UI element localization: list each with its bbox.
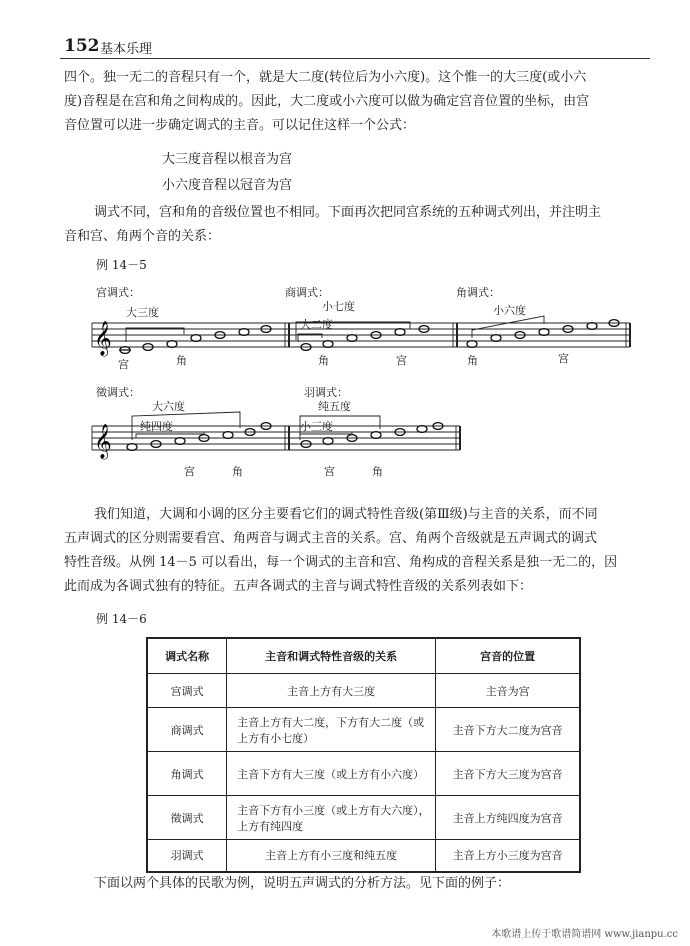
watermark: 本歌谱上传于歌谱简谱网 www.jianpu.cc [491,929,678,940]
note [175,438,185,445]
mode-cell: 羽调式 [147,840,227,872]
note [323,438,333,445]
mode-cell: 徵调式 [147,796,227,840]
degree-label: 角 [232,465,243,478]
treble-clef-icon: 𝄞 [94,424,112,459]
formula-1: 大三度音程以根音为宫 [162,152,293,167]
note [323,341,333,348]
table-header: 宫音的位置 [436,638,580,674]
text-line: 特性音级。从例 14－5 可以看出，每一个调式的主音和宫、角构成的音程关系是独一无二的，因 [64,555,618,570]
mode-name: 角调式： [456,286,500,299]
table-row [147,708,580,752]
gong-cell: 主音下方大二度为宫音 [436,708,580,752]
gong-cell: 主音上方小三度为宫音 [436,840,580,872]
note [491,335,501,342]
text-line: 调式不同，宫和角的音级位置也不相同。下面再次把同宫系统的五种调式列出，并注明主 [94,205,602,220]
degree-label: 角 [372,465,383,478]
page-number: 152 [64,36,100,56]
table-row [147,674,580,708]
paragraph-1 [64,66,654,138]
relation-cell: 主音下方有小三度（或上方有大六度），上方有纯四度 [227,796,436,840]
paragraph-4: 下面以两个具体的民歌为例，说明五声调式的分析方法。见下面的例子： [94,876,511,891]
degree-label: 宫 [396,354,407,367]
interval-label: 纯四度 [140,420,173,433]
relation-cell: 主音下方有大三度（或上方有小六度） [227,752,436,796]
interval-label: 小七度 [322,300,355,313]
text-line: 四个。独一无二的音程只有一个，就是大二度(转位后为小六度)。这个惟一的大三度(或小六 [64,70,587,85]
note [191,335,201,342]
note [347,335,357,342]
gong-cell: 主音为宫 [436,674,580,708]
interval-label: 大三度 [126,306,159,319]
mode-relation-table [146,637,581,873]
book-title: 基本乐理 [100,42,153,57]
gong-cell: 主音下方大三度为宫音 [436,752,580,796]
mode-name: 徵调式： [96,386,140,399]
table-row [147,796,580,840]
mode-name: 宫调式： [96,286,140,299]
table-row [147,752,580,796]
text-line: 音位置可以进一步确定调式的主音。可以记住这样一个公式： [64,118,416,133]
text-line: 此而成为各调式独有的特征。五声各调式的主音与调式特性音级的关系列表如下： [64,579,533,594]
interval-label: 纯五度 [318,400,351,413]
table-header-row [147,638,580,674]
note [395,329,405,336]
note [223,432,233,439]
table-header: 主音和调式特性音级的关系 [227,638,436,674]
relation-cell: 主音上方有大三度 [227,674,436,708]
mode-cell: 角调式 [147,752,227,796]
relation-cell: 主音上方有小三度和纯五度 [227,840,436,872]
note [127,444,137,451]
treble-clef-icon: 𝄞 [94,321,112,356]
note [587,323,597,330]
degree-label: 角 [176,354,187,367]
degree-label: 角 [318,354,329,367]
text-line: 五声调式的区分则需要看宫、角两音与调式主音的关系。宫、角两个音级就是五声调式的调式 [64,531,598,546]
degree-label: 宫 [118,358,129,371]
example-label-1: 例 14－5 [96,258,147,272]
note [467,341,477,348]
example-label-2: 例 14－6 [96,612,147,626]
mode-name: 商调式： [285,286,329,299]
interval-label: 大六度 [152,400,185,413]
note [539,329,549,336]
degree-label: 角 [467,354,478,367]
table-row [147,840,580,872]
note [167,341,177,348]
note [239,329,249,336]
degree-label: 宫 [184,465,195,478]
table-header: 调式名称 [147,638,227,674]
text-line: 我们知道，大调和小调的区分主要看它们的调式特性音级(第Ⅲ级)与主音的关系，而不同 [94,507,598,522]
paragraph-3 [64,503,654,599]
note [371,432,381,439]
mode-cell: 宫调式 [147,674,227,708]
relation-cell: 主音上方有大二度，下方有大二度（或上方有小七度） [227,708,436,752]
paragraph-2 [64,201,654,249]
gong-cell: 主音上方纯四度为宫音 [436,796,580,840]
text-line: 音和宫、角两个音的关系： [64,229,221,244]
degree-label: 宫 [324,465,335,478]
degree-label: 宫 [558,352,569,365]
formula-2: 小六度音程以冠音为宫 [162,178,293,193]
note [417,426,427,433]
interval-label: 小三度 [300,420,333,433]
interval-label: 小六度 [493,304,526,317]
interval-label: 大二度 [300,318,333,331]
mode-cell: 商调式 [147,708,227,752]
mode-name: 羽调式： [304,386,348,399]
header-rule [60,58,650,59]
text-line: 度)音程是在宫和角之间构成的。因此，大二度或小六度可以做为确定宫音位置的坐标，由宫 [64,94,590,109]
